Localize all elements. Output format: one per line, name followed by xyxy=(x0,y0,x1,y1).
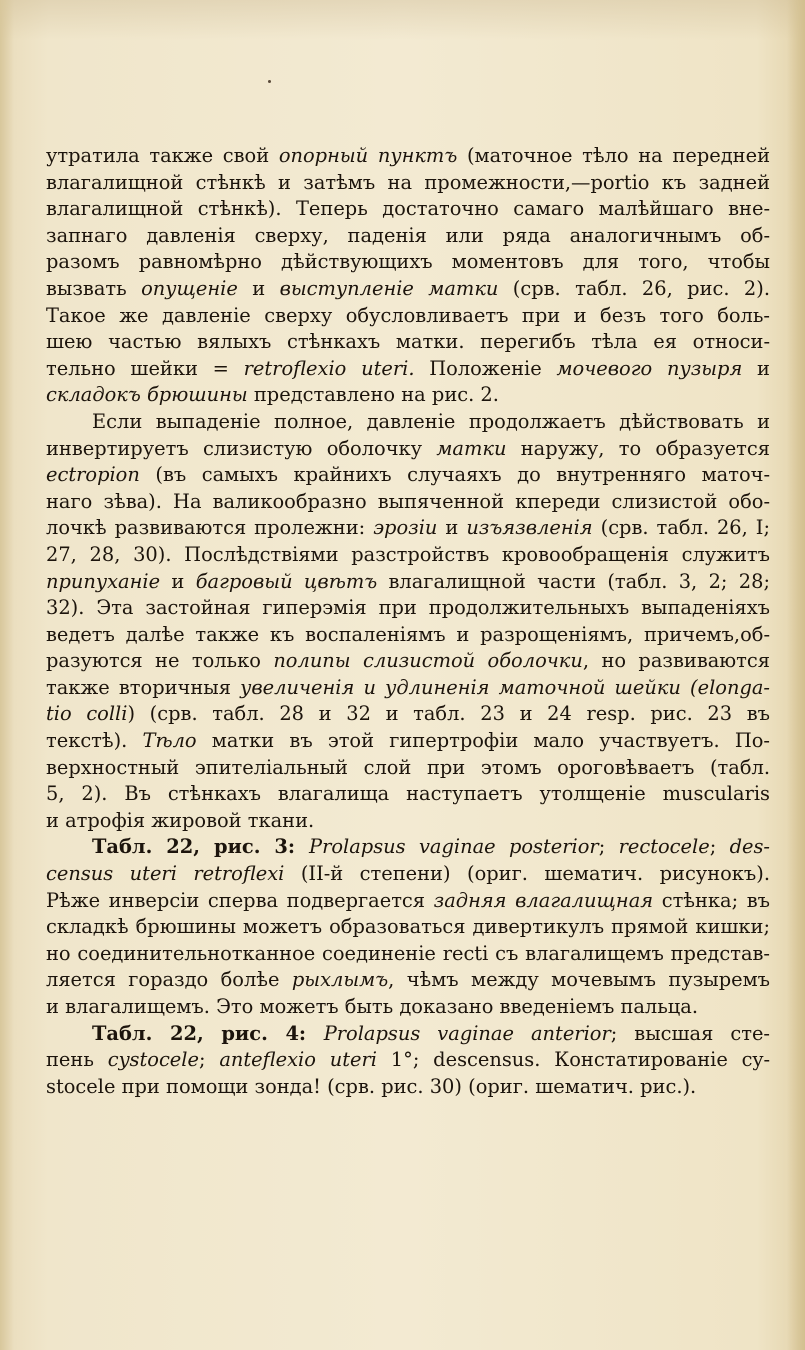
text-run: ведетъ далѣе также къ воспаленіямъ и разрощеніямъ, причемъ,об- xyxy=(46,622,770,646)
text-line xyxy=(46,462,770,489)
text-run: и атрофія жировой ткани. xyxy=(46,808,315,832)
italic-term: опущеніе xyxy=(141,276,238,300)
text-run: (срв. табл. 26, рис. 2). xyxy=(498,276,770,300)
text-run: Положеніе xyxy=(414,356,557,380)
text-line xyxy=(46,834,770,861)
text-run: ; высшая сте- xyxy=(610,1021,770,1045)
text-line xyxy=(46,489,770,516)
italic-term: изъязвленія xyxy=(466,516,593,540)
text-line xyxy=(46,994,770,1021)
italic-term: retroflexio uteri. xyxy=(243,356,415,380)
text-line xyxy=(46,728,770,755)
text-line xyxy=(46,861,770,888)
text-line xyxy=(46,382,770,409)
italic-term: складокъ брюшины xyxy=(46,383,248,407)
text-line xyxy=(46,888,770,915)
text-line xyxy=(46,808,770,835)
text-run: 32). Эта застойная гиперэмія при продолжительныхъ выпаденіяхъ xyxy=(46,596,770,620)
text-run: стѣнка; въ xyxy=(653,888,771,912)
text-line xyxy=(46,1074,770,1101)
text-line xyxy=(46,329,770,356)
text-line xyxy=(46,303,770,330)
text-line xyxy=(46,409,770,436)
italic-term: Тѣло xyxy=(142,729,197,753)
italic-term: cystocele xyxy=(107,1048,199,1072)
page-binding-edge xyxy=(0,0,14,1350)
italic-term: ectropion xyxy=(46,463,140,487)
italic-term: anteflexio uteri xyxy=(219,1048,377,1072)
italic-term: припуханіе xyxy=(46,569,161,593)
text-line xyxy=(46,755,770,782)
text-run: (въ самыхъ крайнихъ случаяхъ до внутренняго маточ- xyxy=(139,463,770,487)
text-run: но соединительнотканное соединеніе recti съ влагалищемъ представ- xyxy=(46,941,770,965)
italic-term: эрозіи xyxy=(373,516,438,540)
text-run: наго зѣва). На валикообразно выпяченной кпереди слизистой обо- xyxy=(46,489,770,513)
text-run: складкѣ брюшины можетъ образоваться дивертикулъ прямой кишки; xyxy=(46,915,770,939)
text-run: также вторичныя xyxy=(46,675,241,699)
text-line xyxy=(46,569,770,596)
text-run: ; xyxy=(198,1048,220,1072)
text-line xyxy=(46,941,770,968)
italic-term: полипы слизистой оболочки xyxy=(273,649,583,673)
italic-term: опорный пунктъ xyxy=(278,144,458,167)
text-run: текстѣ). xyxy=(46,729,143,753)
italic-term: задняя влагалищная xyxy=(433,888,654,912)
text-line xyxy=(46,595,770,622)
text-run: тельно шейки = xyxy=(46,356,244,380)
text-line xyxy=(46,967,770,994)
text-run: , но развиваются xyxy=(582,649,771,673)
text-run: Такое же давленіе сверху обусловливаетъ при и безъ того боль- xyxy=(46,303,770,327)
text-run: представлено на рис. 2. xyxy=(247,383,499,407)
text-run: наружу, то образуется xyxy=(506,436,770,460)
text-line xyxy=(46,249,770,276)
text-run: матки въ этой гипертрофіи мало участвуетъ. По- xyxy=(196,729,770,753)
italic-term: мочевого пузыря xyxy=(556,356,743,380)
italic-term: матки xyxy=(436,436,507,460)
italic-term: выступленіе матки xyxy=(279,276,499,300)
text-run: и xyxy=(437,516,467,540)
text-run: и xyxy=(742,356,770,380)
text-run: 1°; descensus. Констатированіе cy- xyxy=(376,1048,771,1072)
text-line xyxy=(46,170,770,197)
text-line xyxy=(46,143,770,170)
italic-term: census uteri retroflexi xyxy=(46,862,285,886)
text-run: Если выпаденіе полное, давленіе продолжаетъ дѣйствовать и xyxy=(92,409,770,433)
italic-term: des- xyxy=(729,835,770,859)
text-run: утратила также свой xyxy=(46,144,279,167)
body-text xyxy=(46,143,770,1100)
text-line xyxy=(46,196,770,223)
text-run: (II-й степени) (ориг. шематич. рисунокъ). xyxy=(284,862,770,886)
text-run: 27, 28, 30). Послѣдствіями разстройствъ кровообращенія служитъ xyxy=(46,542,770,566)
text-line xyxy=(46,515,770,542)
text-run: , чѣмъ между мочевымъ пузыремъ xyxy=(388,968,771,992)
text-run: шею частью вялыхъ стѣнкахъ матки. перегибъ тѣла ея относи- xyxy=(46,330,770,354)
text-run: влагалищной стѣнкѣ и затѣмъ на промежности,—portio къ задней xyxy=(46,170,770,194)
italic-term: rectocele xyxy=(618,835,710,859)
text-run: и влагалищемъ. Это можетъ быть доказано введеніемъ пальца. xyxy=(46,995,699,1018)
text-run: ) (срв. табл. 28 и 32 и табл. 23 и 24 resp. рис. 23 въ xyxy=(127,702,770,726)
text-run: 5, 2). Въ стѣнкахъ влагалища наступаетъ утолщеніе musculаris xyxy=(46,782,770,806)
text-line xyxy=(46,781,770,808)
text-line xyxy=(46,701,770,728)
text-run: запнаго давленія сверху, паденія или ряда аналогичнымъ об- xyxy=(46,223,770,247)
text-line xyxy=(46,1021,770,1048)
text-run: Рѣже инверсіи сперва подвергается xyxy=(46,888,434,912)
text-line xyxy=(46,276,770,303)
italic-term: tio colli xyxy=(46,702,128,726)
text-line xyxy=(46,542,770,569)
text-run: влагалищной стѣнкѣ). Теперь достаточно самаго малѣйшаго вне- xyxy=(46,197,770,221)
text-run: вызвать xyxy=(46,276,142,300)
text-run: и xyxy=(160,569,196,593)
text-line xyxy=(46,1047,770,1074)
text-run: ляется гораздо болѣе xyxy=(46,968,292,992)
text-line xyxy=(46,622,770,649)
ink-speck xyxy=(268,80,271,83)
text-run: верхностный эпителіальный слой при этомъ ороговѣваетъ (табл. xyxy=(46,755,770,779)
text-run: пень xyxy=(46,1048,108,1072)
text-line xyxy=(46,356,770,383)
figure-reference: Табл. 22, рис. 4: xyxy=(92,1021,324,1045)
text-run: (маточное тѣло на передней xyxy=(457,144,770,167)
text-line xyxy=(46,436,770,463)
italic-term: багровый цвѣтъ xyxy=(195,569,378,593)
text-line xyxy=(46,223,770,250)
text-line xyxy=(46,914,770,941)
italic-term: Prolapsus vaginae posterior xyxy=(309,835,599,859)
text-run: влагалищной части (табл. 3, 2; 28; xyxy=(377,569,770,593)
text-run: и xyxy=(237,276,280,300)
italic-term: рыхлымъ xyxy=(291,968,389,992)
text-run: ; xyxy=(709,835,730,859)
text-run: инвертируетъ слизистую оболочку xyxy=(46,436,437,460)
italic-term: увеличенія и удлиненія маточной шейки (elonga- xyxy=(240,675,770,699)
text-run: лочкѣ развиваются пролежни: xyxy=(46,516,374,540)
text-run: разомъ равномѣрно дѣйствующихъ моментовъ для того, чтобы xyxy=(46,250,770,274)
figure-reference: Табл. 22, рис. 3: xyxy=(92,835,310,859)
page-outer-edge xyxy=(787,0,805,1350)
text-line xyxy=(46,648,770,675)
italic-term: Prolapsus vaginae anterior xyxy=(323,1021,611,1045)
text-run: (срв. табл. 26, I; xyxy=(592,516,770,540)
text-line xyxy=(46,675,770,702)
text-run: разуются не только xyxy=(46,649,274,673)
page-stain xyxy=(0,0,805,40)
text-run: ; xyxy=(598,835,619,859)
text-run: stocele при помощи зонда! (срв. рис. 30) (ориг. шематич. рис.). xyxy=(46,1074,697,1098)
